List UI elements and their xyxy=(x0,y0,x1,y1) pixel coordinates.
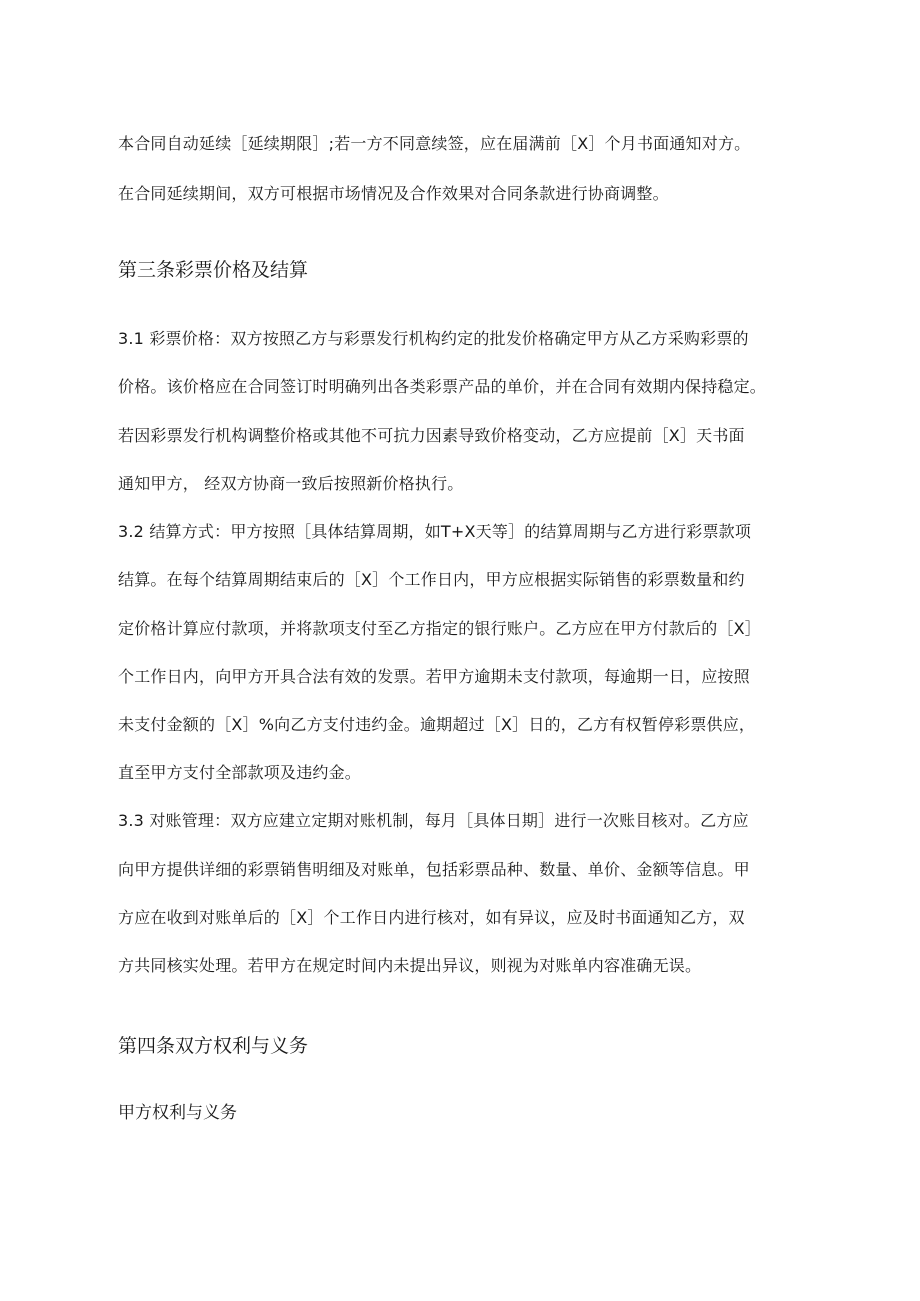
clause-3-3-line-3: 方应在收到对账单后的［X］个工作日内进行核对，如有异议，应及时书面通知乙方，双 xyxy=(118,908,745,927)
clause-3-2-line-4: 个工作日内，向甲方开具合法有效的发票。若甲方逾期未支付款项，每逾期一日，应按照 xyxy=(118,667,750,686)
clause-3-1-line-2: 价格。该价格应在合同签订时明确列出各类彩票产品的单价，并在合同有效期内保持稳定。 xyxy=(118,377,767,396)
clause-3-1-line-4: 通知甲方， 经双方协商一致后按照新价格执行。 xyxy=(118,474,464,493)
section-4-title: 第四条双方权利与义务 xyxy=(118,1035,309,1057)
intro-line-1: 本合同自动延续［延续期限］;若一方不同意续签，应在届满前［X］个月书面通知对方。 xyxy=(118,134,751,153)
clause-3-3-line-4: 方共同核实处理。若甲方在规定时间内未提出异议，则视为对账单内容准确无误。 xyxy=(118,956,702,975)
clause-3-2-line-1: 3.2 结算方式：甲方按照［具体结算周期，如T+X天等］的结算周期与乙方进行彩票款项 xyxy=(118,522,752,541)
clause-3-3-line-2: 向甲方提供详细的彩票销售明细及对账单，包括彩票品种、数量、单价、金额等信息。甲 xyxy=(118,860,750,879)
clause-3-1-line-1: 3.1 彩票价格：双方按照乙方与彩票发行机构约定的批发价格确定甲方从乙方采购彩票的 xyxy=(118,329,749,348)
clause-3-2-line-6: 直至甲方支付全部款项及违约金。 xyxy=(118,763,362,782)
intro-line-2: 在合同延续期间，双方可根据市场情况及合作效果对合同条款进行协商调整。 xyxy=(118,184,669,203)
clause-3-2-line-3: 定价格计算应付款项，并将款项支付至乙方指定的银行账户。乙方应在甲方付款后的［X］ xyxy=(118,619,761,638)
clause-3-3-line-1: 3.3 对账管理：双方应建立定期对账机制，每月［具体日期］进行一次账目核对。乙方应 xyxy=(118,811,749,830)
section-3-title: 第三条彩票价格及结算 xyxy=(118,259,309,281)
clause-3-2-line-5: 未支付金额的［X］%向乙方支付违约金。逾期超过［X］日的，乙方有权暂停彩票供应， xyxy=(118,715,756,734)
clause-3-2-line-2: 结算。在每个结算周期结束后的［X］个工作日内，甲方应根据实际销售的彩票数量和约 xyxy=(118,570,745,589)
section-4-subtitle: 甲方权利与义务 xyxy=(118,1103,237,1123)
clause-3-1-line-3: 若因彩票发行机构调整价格或其他不可抗力因素导致价格变动，乙方应提前［X］天书面 xyxy=(118,426,745,445)
